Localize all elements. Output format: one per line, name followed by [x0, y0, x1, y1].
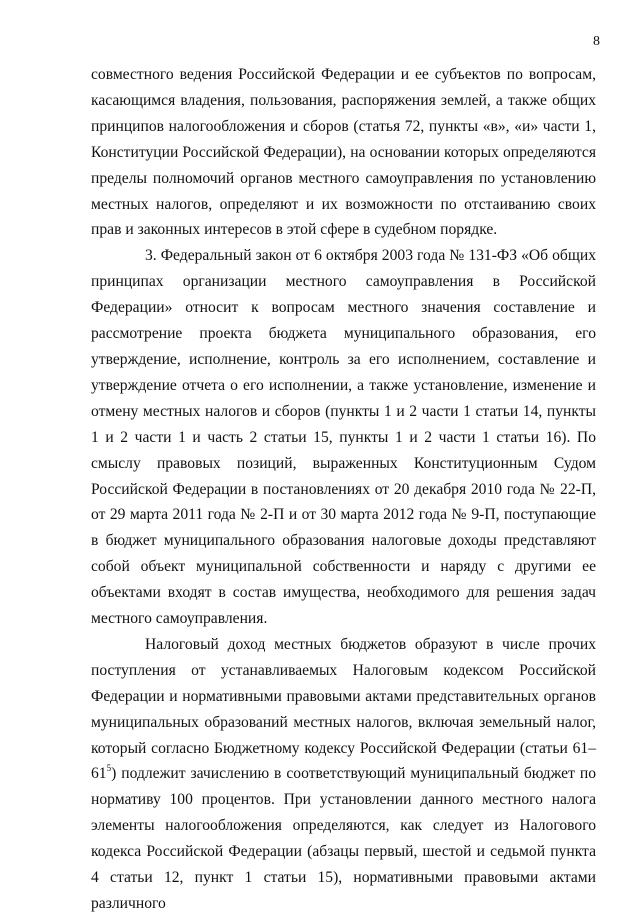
paragraph-3-text-end: ) подлежит зачислению в соответствующий муниципальный бюджет по нормативу 100 процентов. При установлении данного местного налога элементы налогообложения определяются, как следует из Налогового кодекса Российской Федерации (абзацы первый, шестой и седьмой пункта 4 статьи 12, пункт 1 статьи 15), нормативными правовыми актами различного: [91, 765, 596, 912]
paragraph-1: совместного ведения Российской Федерации и ее субъектов по вопросам, касающимся владения, пользования, распоряжения землей, а также общих принципов налогообложения и сборов (статья 72, пункты «в», «и» части 1, Конституции Российской Федерации), на основании которых определяются пределы полномочий органов местного самоуправления по установлению местных налогов, определяют и их возможности по отстаиванию своих прав и законных интересов в этой сфере в судебном порядке.: [91, 66, 596, 239]
paragraph-2: 3. Федеральный закон от 6 октября 2003 года № 131-ФЗ «Об общих принципах организации местного самоуправления в Российской Федерации» относит к вопросам местного значения составление и рассмотрение проекта бюджета муниципального образования, его утверждение, исполнение, контроль за его исполнением, составление и утверждение отчета о его исполнении, а также установление, изменение и отмену местных налогов и сборов (пункты 1 и 2 части 1 статьи 14, пункты 1 и 2 части 1 и часть 2 статьи 15, пункты 1 и 2 части 1 статьи 16). По смыслу правовых позиций, выраженных Конституционным Судом Российской Федерации в постановлениях от 20 декабря 2010 года № 22-П, от 29 марта 2011 года № 2-П и от 30 марта 2012 года № 9-П, поступающие в бюджет муниципального образования налоговые доходы представляют собой объект муниципальной собственности и наряду с другими ее объектами входят в состав имущества, необходимого для решения задач местного самоуправления.: [91, 247, 596, 628]
superscript-number: 5: [106, 763, 112, 774]
page-number: 8: [593, 34, 600, 49]
document-body: [91, 62, 596, 917]
paragraph-3-text-start: Налоговый доход местных бюджетов образуют в числе прочих поступления от устанавливаемых Налоговым кодексом Российской Федерации и нормативными правовыми актами представительных органов муниципальных образований местных налогов, включая земельный налог, который согласно Бюджетному кодексу Российской Федерации (статьи 61–61: [91, 635, 596, 783]
paragraph-3: [91, 632, 596, 917]
